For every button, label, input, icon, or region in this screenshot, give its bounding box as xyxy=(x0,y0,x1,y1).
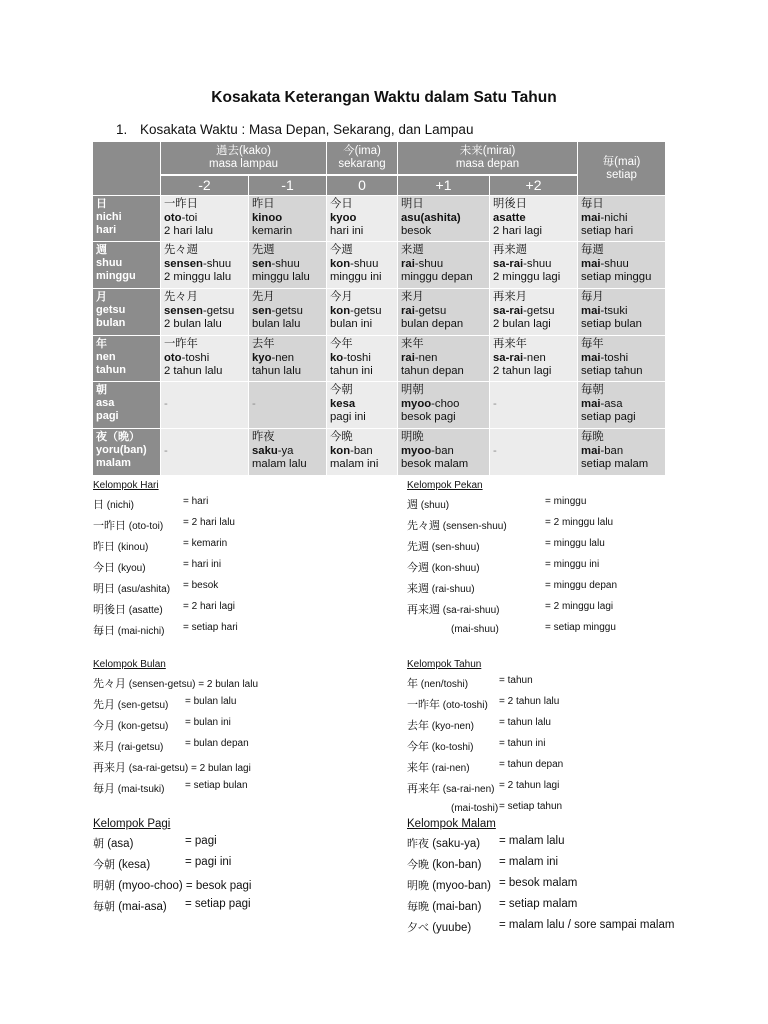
table-row xyxy=(93,242,666,289)
row-header: 年 nen tahun xyxy=(93,336,161,382)
row-header: 夜（晩） yoru(ban) malam xyxy=(93,429,161,476)
header-future: 未来(mirai) masa depan xyxy=(398,142,578,175)
table-cell: 今月 kon-getsu bulan ini xyxy=(327,289,398,336)
list-item: 日 (nichi) = hari xyxy=(93,496,209,511)
list-item: 一昨年 (oto-toshi) = 2 tahun lalu xyxy=(407,696,560,711)
list-item: 明朝 (myoo-choo) = besok pagi xyxy=(93,879,252,892)
group-tahun xyxy=(407,659,707,822)
table-cell: 毎晩 mai-ban setiap malam xyxy=(578,429,666,476)
list-item: 来週 (rai-shuu) = minggu depan xyxy=(407,580,618,595)
table-cell: 昨日 kinoo kemarin xyxy=(249,196,327,242)
group-pagi xyxy=(93,818,393,919)
table-row xyxy=(93,289,666,336)
table-row xyxy=(93,196,666,242)
corner-header xyxy=(93,142,161,196)
list-item: 今日 (kyou) = hari ini xyxy=(93,559,222,574)
table-cell: 先々週 sensen-shuu 2 minggu lalu xyxy=(161,242,249,289)
offset-plus-1: +1 xyxy=(398,175,490,196)
list-item: 再来週 (sa-rai-shuu) = 2 minggu lagi xyxy=(407,601,614,616)
table-cell: 今朝 kesa pagi ini xyxy=(327,382,398,429)
row-header: 日 nichi hari xyxy=(93,196,161,242)
header-now: 今(ima) sekarang xyxy=(327,142,398,175)
table-cell: - xyxy=(249,382,327,429)
offset-zero: 0 xyxy=(327,175,398,196)
table-cell: - xyxy=(490,429,578,476)
table-cell: 先々月 sensen-getsu 2 bulan lalu xyxy=(161,289,249,336)
group-title: Kelompok Tahun xyxy=(407,659,482,670)
group-pekan xyxy=(407,480,707,643)
list-item: 朝 (asa) = pagi xyxy=(93,835,217,850)
list-item: 来年 (rai-nen) = tahun depan xyxy=(407,759,564,774)
section-heading-text: Kosakata Waktu : Masa Depan, Sekarang, dan Lampau xyxy=(140,122,474,137)
table-cell: 毎月 mai-tsuki setiap bulan xyxy=(578,289,666,336)
table-cell: 先週 sen-shuu minggu lalu xyxy=(249,242,327,289)
header-past: 過去(kako) masa lampau xyxy=(161,142,327,175)
table-cell: 来年 rai-nen tahun depan xyxy=(398,336,490,382)
row-header: 月 getsu bulan xyxy=(93,289,161,336)
list-item: (mai-shuu) = setiap minggu xyxy=(451,622,616,635)
list-item: 明日 (asu/ashita) = besok xyxy=(93,580,219,595)
vocabulary-table-body xyxy=(93,196,666,476)
list-item: 昨夜 (saku-ya) = malam lalu xyxy=(407,835,565,850)
table-cell: 明朝 myoo-choo besok pagi xyxy=(398,382,490,429)
list-item: 今晩 (kon-ban) = malam ini xyxy=(407,856,559,871)
table-cell: 毎週 mai-shuu setiap minggu xyxy=(578,242,666,289)
group-title: Kelompok Hari xyxy=(93,480,159,491)
section-heading xyxy=(116,122,473,137)
list-item: 先々月 (sensen-getsu) = 2 bulan lalu xyxy=(93,677,259,690)
group-bulan xyxy=(93,659,393,801)
group-hari xyxy=(93,480,393,643)
list-item: 毎朝 (mai-asa) = setiap pagi xyxy=(93,898,251,913)
table-cell: 再来年 sa-rai-nen 2 tahun lagi xyxy=(490,336,578,382)
table-cell: 今週 kon-shuu minggu ini xyxy=(327,242,398,289)
table-cell: 今日 kyoo hari ini xyxy=(327,196,398,242)
group-title: Kelompok Pagi xyxy=(93,818,171,830)
table-cell: 再来月 sa-rai-getsu 2 bulan lagi xyxy=(490,289,578,336)
row-header: 週 shuu minggu xyxy=(93,242,161,289)
page-title: Kosakata Keterangan Waktu dalam Satu Tahun xyxy=(211,89,557,106)
table-cell: 今年 ko-toshi tahun ini xyxy=(327,336,398,382)
list-item: 先週 (sen-shuu) = minggu lalu xyxy=(407,538,605,553)
row-header: 朝 asa pagi xyxy=(93,382,161,429)
list-item: 今週 (kon-shuu) = minggu ini xyxy=(407,559,600,574)
table-cell: 毎日 mai-nichi setiap hari xyxy=(578,196,666,242)
list-item: 再来年 (sa-rai-nen) = 2 tahun lagi xyxy=(407,780,560,795)
list-item: 今朝 (kesa) = pagi ini xyxy=(93,856,232,871)
list-item: 今年 (ko-toshi) = tahun ini xyxy=(407,738,546,753)
table-cell: 明日 asu(ashita) besok xyxy=(398,196,490,242)
table-cell: - xyxy=(161,429,249,476)
list-item: 明晩 (myoo-ban) = besok malam xyxy=(407,877,578,892)
table-cell: 一昨年 oto-toshi 2 tahun lalu xyxy=(161,336,249,382)
table-row xyxy=(93,382,666,429)
table-cell: - xyxy=(490,382,578,429)
table-cell: 来週 rai-shuu minggu depan xyxy=(398,242,490,289)
list-item: 先月 (sen-getsu) = bulan lalu xyxy=(93,696,237,711)
list-item: 来月 (rai-getsu) = bulan depan xyxy=(93,738,249,753)
list-item: 毎晩 (mai-ban) = setiap malam xyxy=(407,898,578,913)
table-cell: 明後日 asatte 2 hari lagi xyxy=(490,196,578,242)
table-cell: - xyxy=(161,382,249,429)
list-item: 先々週 (sensen-shuu) = 2 minggu lalu xyxy=(407,517,614,532)
group-title: Kelompok Pekan xyxy=(407,480,483,491)
list-item: 夕べ (yuube) = malam lalu / sore sampai malam xyxy=(407,919,675,934)
table-cell: 先月 sen-getsu bulan lalu xyxy=(249,289,327,336)
table-row xyxy=(93,336,666,382)
list-item: 毎日 (mai-nichi) = setiap hari xyxy=(93,622,238,637)
table-cell: 毎年 mai-toshi setiap tahun xyxy=(578,336,666,382)
group-title: Kelompok Malam xyxy=(407,818,496,830)
table-cell: 再来週 sa-rai-shuu 2 minggu lagi xyxy=(490,242,578,289)
vocabulary-table xyxy=(92,141,666,476)
table-cell: 明晩 myoo-ban besok malam xyxy=(398,429,490,476)
list-item: 昨日 (kinou) = kemarin xyxy=(93,538,228,553)
group-title: Kelompok Bulan xyxy=(93,659,166,670)
list-item: 週 (shuu) = minggu xyxy=(407,496,587,511)
list-item: 明後日 (asatte) = 2 hari lagi xyxy=(93,601,235,616)
table-row xyxy=(93,429,666,476)
list-item: 毎月 (mai-tsuki) = setiap bulan xyxy=(93,780,248,795)
group-malam xyxy=(407,818,707,940)
list-item: 年 (nen/toshi) = tahun xyxy=(407,675,533,690)
section-number: 1. xyxy=(116,122,128,137)
table-cell: 毎朝 mai-asa setiap pagi xyxy=(578,382,666,429)
table-cell: 去年 kyo-nen tahun lalu xyxy=(249,336,327,382)
list-item: 再来月 (sa-rai-getsu) = 2 bulan lagi xyxy=(93,761,251,774)
offset-minus-1: -1 xyxy=(249,175,327,196)
offset-plus-2: +2 xyxy=(490,175,578,196)
table-cell: 一昨日 oto-toi 2 hari lalu xyxy=(161,196,249,242)
table-cell: 今晩 kon-ban malam ini xyxy=(327,429,398,476)
list-item: (mai-toshi) = setiap tahun xyxy=(451,801,563,814)
list-item: 今月 (kon-getsu) = bulan ini xyxy=(93,717,231,732)
list-item: 一昨日 (oto-toi) = 2 hari lalu xyxy=(93,517,235,532)
table-cell: 来月 rai-getsu bulan depan xyxy=(398,289,490,336)
table-cell: 昨夜 saku-ya malam lalu xyxy=(249,429,327,476)
header-every: 毎(mai) setiap xyxy=(578,142,666,196)
list-item: 去年 (kyo-nen) = tahun lalu xyxy=(407,717,551,732)
offset-minus-2: -2 xyxy=(161,175,249,196)
